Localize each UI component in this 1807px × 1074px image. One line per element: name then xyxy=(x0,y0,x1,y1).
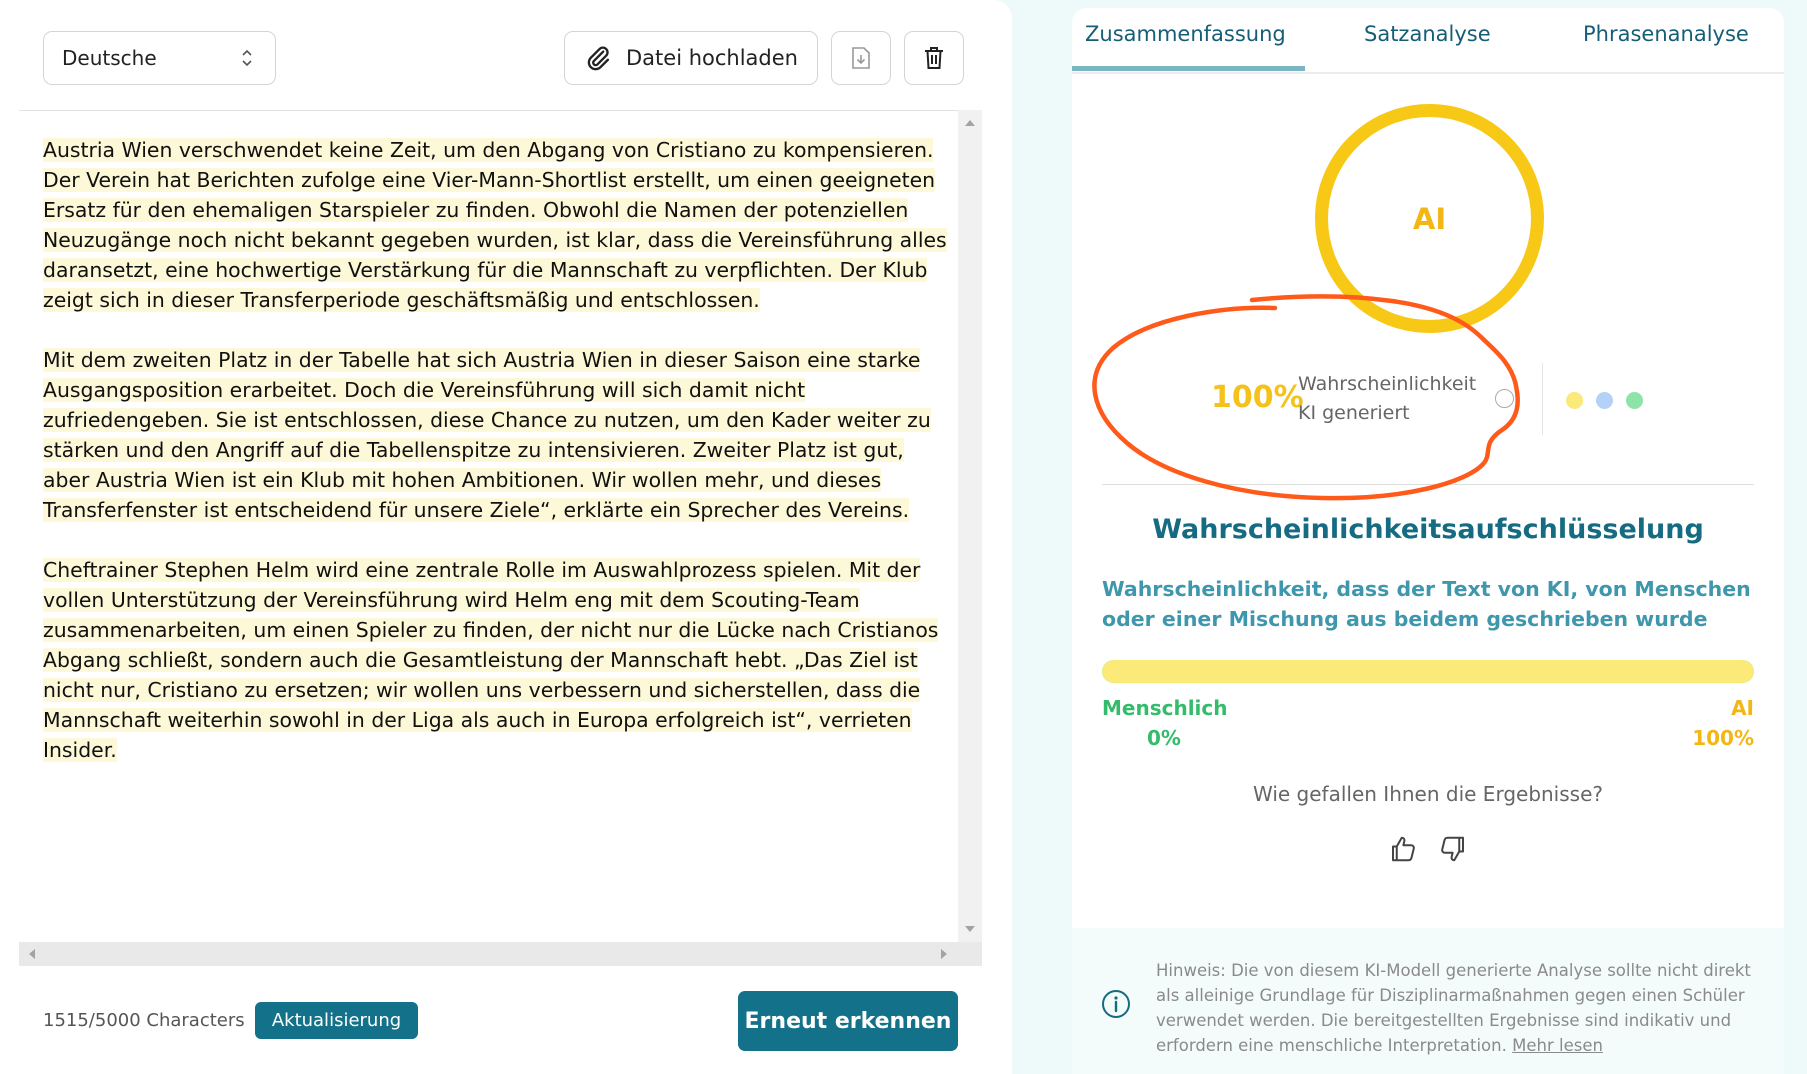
scroll-left-arrow-icon[interactable] xyxy=(29,949,35,959)
info-icon[interactable] xyxy=(1495,389,1514,408)
vertical-scrollbar[interactable] xyxy=(958,110,982,942)
results-tabs xyxy=(1072,8,1784,74)
tab-phrase-analysis[interactable]: Phrasenanalyse xyxy=(1583,22,1749,46)
update-button[interactable]: Aktualisierung xyxy=(255,1002,418,1039)
read-more-link[interactable]: Mehr lesen xyxy=(1512,1036,1603,1055)
chevron-up-down-icon xyxy=(241,46,253,70)
scroll-down-arrow-icon[interactable] xyxy=(965,926,975,932)
disclaimer-notice xyxy=(1072,928,1784,1074)
legend-dot-mixed xyxy=(1596,392,1613,409)
results-panel xyxy=(1072,8,1784,1074)
tab-summary[interactable]: Zusammenfassung xyxy=(1085,22,1286,46)
human-label: Menschlich xyxy=(1102,696,1228,720)
feedback-question: Wie gefallen Ihnen die Ergebnisse? xyxy=(1253,782,1603,806)
breakdown-title: Wahrscheinlichkeitsaufschlüsselung xyxy=(1152,514,1704,545)
ai-score-ring xyxy=(1315,104,1544,333)
breakdown-description: Wahrscheinlichkeit, dass der Text von KI, von Menschen oder einer Mischung aus beidem geschrieben wurde xyxy=(1102,577,1751,631)
paragraph: Austria Wien verschwendet keine Zeit, um den Abgang von Cristiano zu kompensieren. Der Verein hat Berichten zufolge eine Vier-Mann-Shortlist erstellt, um einen geeigneten Ersatz für den ehemaligen Starspieler zu finden. Obwohl die Namen der potenziellen Neuzugänge noch nicht bekannt gegeben wurden, ist klar, dass die Vereinsführung alles daransetzt, eine hochwertige Verstärkung für die Mannschaft zu verpflichten. Der Klub zeigt sich in dieser Transferperiode geschäftsmäßig und entschlossen. xyxy=(43,138,947,312)
paragraph: Cheftrainer Stephen Helm wird eine zentrale Rolle im Auswahlprozess spielen. Mit der vollen Unterstützung der Vereinsführung wird Helm eng mit dem Scouting-Team zusammenarbeiten, um einen Spieler zu finden, der nicht nur die Lücke nach Cristianos Abgang schließt, sondern auch die Gesamtleistung der Mannschaft hebt. „Das Ziel ist nicht nur, Cristiano zu ersetzen; wir wollen uns verbessern und sicherstellen, dass die Mannschaft weiterhin sowohl in der Liga als auch in Europa erfolgreich ist“, verrieten Insider. xyxy=(43,558,939,762)
delete-button[interactable] xyxy=(904,31,964,85)
horizontal-scrollbar[interactable] xyxy=(19,942,982,966)
character-count: 1515/5000 Characters xyxy=(43,1010,245,1031)
scroll-right-arrow-icon[interactable] xyxy=(941,949,947,959)
probability-bar-ai-fill xyxy=(1102,660,1754,683)
trash-icon xyxy=(923,46,945,70)
upload-file-button[interactable] xyxy=(564,31,818,85)
info-circle-icon xyxy=(1100,988,1132,1020)
upload-file-label: Datei hochladen xyxy=(626,46,798,70)
thumbs-down-icon[interactable] xyxy=(1438,834,1468,864)
redetect-button[interactable]: Erneut erkennen xyxy=(738,991,958,1051)
ai-probability-score: 100% xyxy=(1211,380,1304,415)
probability-bar xyxy=(1102,660,1754,683)
disclaimer-text: Hinweis: Die von diesem KI-Modell generierte Analyse sollte nicht direkt als alleinige Grundlage für Disziplinarmaßnahmen gegen einen Schüler verwendet werden. Die bereitgestellten Ergebnisse sind indikativ und erfordern eine menschliche Interpretation. Mehr lesen xyxy=(1156,961,1751,1055)
ai-percentage: 100% xyxy=(1692,726,1754,750)
ai-probability-label: Wahrscheinlichkeit KI generiert xyxy=(1298,373,1477,424)
text-input-area[interactable] xyxy=(19,110,958,942)
scroll-up-arrow-icon[interactable] xyxy=(965,120,975,126)
language-select[interactable] xyxy=(43,31,276,85)
thumbs-up-icon[interactable] xyxy=(1388,834,1418,864)
active-tab-indicator xyxy=(1072,66,1305,71)
human-percentage: 0% xyxy=(1147,726,1181,750)
file-download-icon xyxy=(850,46,872,70)
paperclip-icon xyxy=(584,44,612,72)
editor-toolbar xyxy=(0,0,1012,110)
language-select-value: Deutsche xyxy=(62,46,157,70)
text-content xyxy=(43,135,953,795)
download-button[interactable] xyxy=(831,31,891,85)
legend-dot-human xyxy=(1626,392,1643,409)
ai-label: AI xyxy=(1731,696,1754,720)
divider xyxy=(1102,484,1754,485)
tab-sentence-analysis[interactable]: Satzanalyse xyxy=(1364,22,1491,46)
legend-dot-ai xyxy=(1566,392,1583,409)
divider xyxy=(1542,363,1543,435)
paragraph: Mit dem zweiten Platz in der Tabelle hat sich Austria Wien in dieser Saison eine starke Ausgangsposition erarbeitet. Doch die Vereinsführung will sich damit nicht zufriedengeben. Sie ist entschlossen, diese Chance zu nutzen, um den Kader weiter zu stärken und den Angriff auf die Tabellenspitze zu intensivieren. Zweiter Platz ist gut, aber Austria Wien ist ein Klub mit hohen Ambitionen. Wir wollen mehr, und dieses Transferfenster ist entscheidend für unsere Ziele“, erklärte ein Sprecher des Vereins. xyxy=(43,348,931,522)
ai-ring-label: AI xyxy=(1412,201,1447,236)
